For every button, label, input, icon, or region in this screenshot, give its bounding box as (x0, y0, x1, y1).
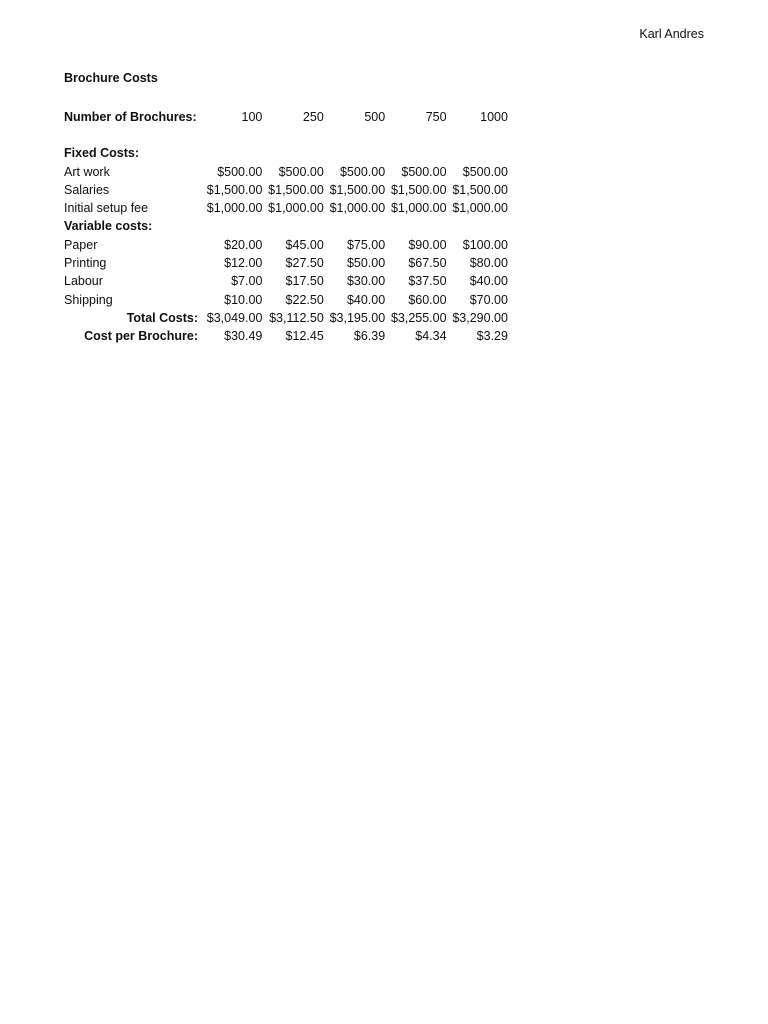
table-cell: $45.00 (285, 237, 324, 252)
row-label: Number of Brochures: (64, 110, 197, 124)
table-cell: $500.00 (401, 164, 447, 179)
table-cell: $3,255.00 (390, 310, 447, 325)
table-cell: $7.00 (231, 274, 263, 289)
table-cell: $50.00 (346, 256, 386, 271)
document-title: Brochure Costs (64, 71, 158, 85)
table-cell: $1,000.00 (329, 201, 386, 216)
table-cell: $1,500.00 (390, 182, 447, 197)
table-cell: $4.34 (415, 329, 447, 344)
spacer (64, 126, 508, 144)
table-cell: 750 (425, 110, 447, 124)
table-cell: $100.00 (462, 237, 508, 252)
table-row-salaries (64, 181, 508, 199)
row-label: Printing (64, 256, 107, 271)
table-cell: 250 (302, 110, 324, 124)
table-row-cost-per-brochure (64, 327, 508, 345)
table-cell: $3.29 (476, 329, 508, 344)
table-row-paper (64, 236, 508, 254)
row-label: Labour (64, 274, 103, 289)
table-row-number-of-brochures (64, 108, 508, 126)
table-cell: $90.00 (408, 237, 447, 252)
table-cell: $3,290.00 (452, 310, 508, 325)
section-heading-fixed-costs: Fixed Costs: (64, 146, 140, 161)
author-name: Karl Andres (639, 27, 704, 41)
table-row-shipping (64, 291, 508, 309)
table-cell: $3,195.00 (329, 310, 386, 325)
table-cell: $12.00 (224, 256, 263, 271)
table-cell: $3,112.50 (269, 310, 324, 325)
row-label: Art work (64, 164, 110, 179)
row-label-total-costs: Total Costs: (126, 310, 198, 325)
table-cell: $1,500.00 (329, 182, 386, 197)
table-cell: $30.49 (224, 329, 263, 344)
table-cell: $27.50 (285, 256, 324, 271)
table-cell: $1,000.00 (390, 201, 447, 216)
row-label-cost-per-brochure: Cost per Brochure: (84, 329, 198, 344)
table-row-printing (64, 254, 508, 272)
table-cell: $1,000.00 (206, 201, 263, 216)
table-row-art-work (64, 163, 508, 181)
table-cell: $20.00 (224, 237, 263, 252)
table-cell: $500.00 (462, 164, 508, 179)
table-cell: $70.00 (469, 292, 508, 307)
table-cell: $60.00 (408, 292, 447, 307)
table-cell: $1,000.00 (268, 201, 324, 216)
table-row-total-costs (64, 309, 508, 327)
cost-table (64, 108, 508, 346)
table-cell: $1,000.00 (452, 201, 508, 216)
table-cell: $500.00 (217, 164, 263, 179)
section-heading-variable-costs: Variable costs: (64, 219, 153, 234)
table-cell: $22.50 (285, 292, 324, 307)
table-cell: $80.00 (469, 256, 508, 271)
row-label: Salaries (64, 182, 110, 197)
table-row-labour (64, 272, 508, 290)
table-cell: $3,049.00 (206, 310, 263, 325)
table-cell: 1000 (480, 110, 508, 124)
variable-costs-heading-row (64, 217, 508, 235)
table-cell: $30.00 (346, 274, 386, 289)
table-cell: 100 (241, 110, 263, 124)
table-cell: $67.50 (408, 256, 447, 271)
row-label: Shipping (64, 292, 113, 307)
row-label: Initial setup fee (64, 201, 149, 216)
table-cell: $40.00 (469, 274, 508, 289)
table-cell: $500.00 (339, 164, 386, 179)
table-cell: $1,500.00 (268, 182, 324, 197)
table-cell: $37.50 (408, 274, 447, 289)
table-cell: $1,500.00 (452, 182, 508, 197)
table-cell: 500 (364, 110, 386, 124)
fixed-costs-heading-row (64, 144, 508, 162)
table-cell: $500.00 (278, 164, 324, 179)
table-cell: $10.00 (224, 292, 263, 307)
table-cell: $17.50 (285, 274, 324, 289)
table-cell: $12.45 (285, 329, 324, 344)
row-label: Paper (64, 237, 98, 252)
table-cell: $40.00 (346, 292, 386, 307)
table-cell: $75.00 (346, 237, 386, 252)
table-cell: $1,500.00 (206, 182, 263, 197)
table-cell: $6.39 (353, 329, 386, 344)
table-row-initial-setup-fee (64, 199, 508, 217)
